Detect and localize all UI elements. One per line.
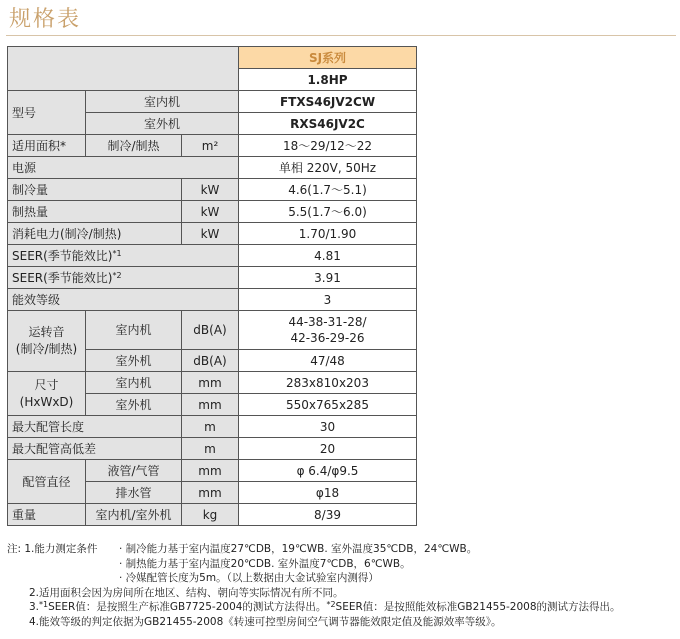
note-1-head: 注: 1.能力测定条件 (7, 543, 98, 555)
table-row (8, 438, 417, 460)
drain-unit: mm (182, 482, 239, 504)
table-row (8, 311, 417, 350)
note-1-heating: · 制热能力基于室内温度20℃DB. 室外温度7℃DB，6℃WB。 (119, 557, 411, 570)
drain-label: 排水管 (86, 482, 182, 504)
noise-outdoor-value: 47/48 (239, 350, 417, 372)
footnotes (7, 542, 675, 629)
seer2-footnote-mark: *2 (112, 270, 122, 280)
note-1-cooling: · 制冷能力基于室内温度27℃DB，19℃WB. 室外温度35℃DB，24℃WB。 (119, 543, 478, 555)
liquid-gas-unit: mm (182, 460, 239, 482)
power-value: 单相 220V, 50Hz (239, 157, 417, 179)
table-row (8, 47, 417, 69)
table-row (8, 135, 417, 157)
size-indoor-label: 室内机 (86, 372, 182, 394)
table-row (8, 372, 417, 394)
weight-value: 8/39 (239, 504, 417, 526)
consumption-label: 消耗电力(制冷/制热) (8, 223, 182, 245)
note-3-seer2: SEER值：是按照能效标准GB21455-2008的测试方法得出。 (335, 601, 621, 613)
pipe-length-value: 30 (239, 416, 417, 438)
area-label: 适用面积* (8, 135, 86, 157)
seer1-value: 4.81 (239, 245, 417, 267)
size-outdoor-unit: mm (182, 394, 239, 416)
noise-indoor-unit: dB(A) (182, 311, 239, 350)
spec-table (7, 46, 417, 526)
noise-indoor-value (239, 311, 417, 350)
weight-parts: 室内机/室外机 (86, 504, 182, 526)
cooling-unit: kW (182, 179, 239, 201)
consumption-value: 1.70/1.90 (239, 223, 417, 245)
size-indoor-unit: mm (182, 372, 239, 394)
note-4: 4.能效等级的判定依据为GB21455-2008《转速可控型房间空气调节器能效限定值及能源效率等级》。 (29, 615, 502, 628)
power-label: 电源 (8, 157, 239, 179)
pipe-height-value: 20 (239, 438, 417, 460)
noise-indoor-label: 室内机 (86, 311, 182, 350)
title-divider (6, 35, 676, 36)
note-3-number: 3. (29, 601, 40, 613)
size-label-cell (8, 372, 86, 416)
size-indoor-value: 283x810x203 (239, 372, 417, 394)
table-row (8, 201, 417, 223)
area-mode: 制冷/制热 (86, 135, 182, 157)
noise-outdoor-unit: dB(A) (182, 350, 239, 372)
cooling-value: 4.6(1.7～5.1) (239, 179, 417, 201)
seer1-footnote-mark: *1 (112, 248, 122, 258)
table-row (8, 267, 417, 289)
header-blank-cell (8, 47, 239, 91)
size-outdoor-label: 室外机 (86, 394, 182, 416)
table-row (8, 416, 417, 438)
noise-outdoor-label: 室外机 (86, 350, 182, 372)
note-3-mark-1: *1 (39, 600, 49, 609)
heating-value: 5.5(1.7～6.0) (239, 201, 417, 223)
note-2: 2.适用面积会因为房间所在地区、结构、朝向等实际情况有所不同。 (29, 586, 344, 599)
liquid-gas-value: φ 6.4/φ9.5 (239, 460, 417, 482)
seer2-label: SEER(季节能效比) (12, 270, 113, 285)
seer1-label: SEER(季节能效比) (12, 248, 113, 263)
indoor-model: FTXS46JV2CW (239, 91, 417, 113)
size-label-dims: (HxWxD) (19, 394, 74, 409)
pipe-diameter-label: 配管直径 (8, 460, 86, 504)
noise-label-mode: (制冷/制热) (15, 342, 78, 356)
noise-indoor-value-line1: 44-38-31-28/ (288, 315, 367, 329)
area-unit: m² (182, 135, 239, 157)
cooling-label: 制冷量 (8, 179, 182, 201)
size-label: 尺寸 (34, 377, 59, 392)
seer2-label-cell (8, 267, 239, 289)
liquid-gas-label: 液管/气管 (86, 460, 182, 482)
noise-label-cell (8, 311, 86, 372)
table-row (8, 91, 417, 113)
grade-value: 3 (239, 289, 417, 311)
table-row (8, 504, 417, 526)
indoor-label: 室内机 (86, 91, 239, 113)
seer2-value: 3.91 (239, 267, 417, 289)
pipe-length-unit: m (182, 416, 239, 438)
table-row (8, 179, 417, 201)
weight-label: 重量 (8, 504, 86, 526)
model-label: 型号 (8, 91, 86, 135)
noise-indoor-value-line2: 42-36-29-26 (290, 331, 365, 345)
pipe-length-label: 最大配管长度 (8, 416, 182, 438)
note-3-mark-2: *2 (326, 600, 336, 609)
outdoor-label: 室外机 (86, 113, 239, 135)
grade-label: 能效等级 (8, 289, 239, 311)
size-outdoor-value: 550x765x285 (239, 394, 417, 416)
consumption-unit: kW (182, 223, 239, 245)
area-value: 18～29/12～22 (239, 135, 417, 157)
pipe-height-unit: m (182, 438, 239, 460)
note-3-seer1: SEER值：是按照生产标准GB7725-2004的测试方法得出。 (48, 601, 327, 613)
note-3 (7, 600, 675, 615)
page-title: 规格表 (9, 7, 82, 32)
table-row (8, 223, 417, 245)
series-header: SJ系列 (239, 47, 417, 69)
table-row (8, 289, 417, 311)
heating-unit: kW (182, 201, 239, 223)
pipe-height-label: 最大配管高低差 (8, 438, 182, 460)
note-1 (7, 542, 675, 557)
note-1-pipe: · 冷媒配管长度为5m。（以上数据由大金试验室内测得） (119, 572, 379, 584)
noise-label: 运转音 (28, 325, 65, 339)
hp-value: 1.8HP (239, 69, 417, 91)
table-row (8, 157, 417, 179)
table-row (8, 460, 417, 482)
seer1-label-cell (8, 245, 239, 267)
outdoor-model: RXS46JV2C (239, 113, 417, 135)
table-row (8, 245, 417, 267)
heating-label: 制热量 (8, 201, 182, 223)
weight-unit: kg (182, 504, 239, 526)
drain-value: φ18 (239, 482, 417, 504)
